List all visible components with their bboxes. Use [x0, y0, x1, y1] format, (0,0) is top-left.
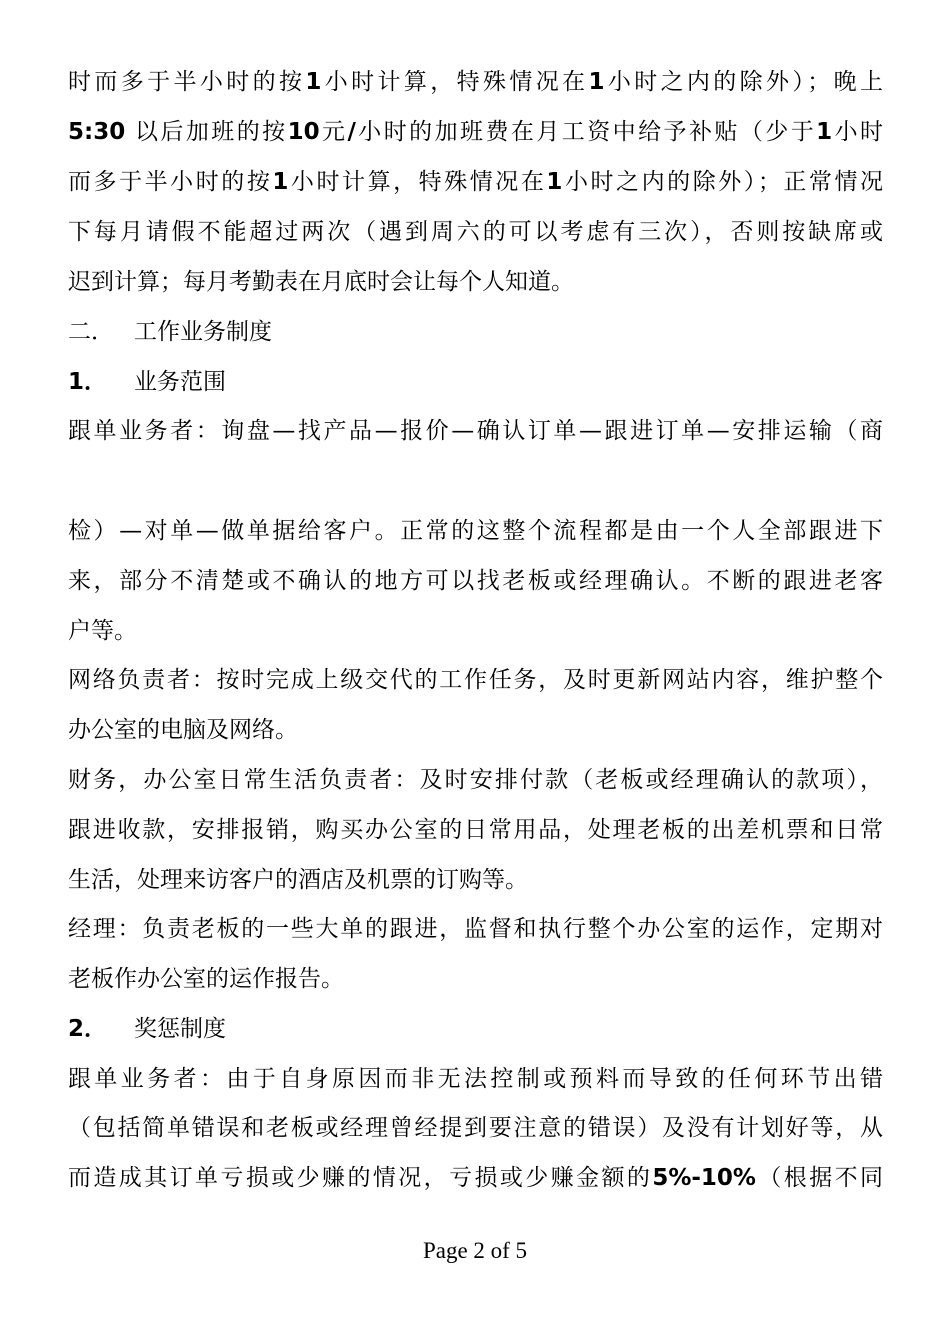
text-line: （包括简单错误和老板或经理曾经提到要注意的错误）及没有计划好等，从	[68, 1115, 883, 1141]
text-line: 生活，处理来访客户的酒店及机票的订购等。	[68, 867, 528, 893]
text-line: 办公室的电脑及网络。	[68, 717, 298, 743]
text-line: 跟单业务者：询盘—找产品—报价—确认订单—跟进订单—安排运输（商	[68, 418, 883, 444]
text-line: 5:30 以后加班的按10元/小时的加班费在月工资中给予补贴（少于1小时	[68, 119, 883, 145]
page-footer: Page 2 of 5	[422, 1238, 528, 1263]
text-line: 经理：负责老板的一些大单的跟进，监督和执行整个办公室的运作，定期对	[68, 916, 883, 942]
subsection-heading: 1． 业务范围	[68, 369, 226, 395]
text-line: 户等。	[68, 618, 137, 644]
text-line: 跟进收款，安排报销，购买办公室的日常用品，处理老板的出差机票和日常	[68, 817, 883, 843]
text-line: 来，部分不清楚或不确认的地方可以找老板或经理确认。不断的跟进老客	[68, 568, 883, 594]
text-line: 而多于半小时的按1小时计算，特殊情况在1小时之内的除外）；正常情况	[68, 169, 883, 195]
text-line: 跟单业务者：由于自身原因而非无法控制或预料而导致的任何环节出错	[68, 1066, 883, 1092]
text-line: 网络负责者：按时完成上级交代的工作任务，及时更新网站内容，维护整个	[68, 667, 883, 693]
text-line: 财务，办公室日常生活负责者：及时安排付款（老板或经理确认的款项），	[68, 767, 883, 793]
text-line: 老板作办公室的运作报告。	[68, 966, 344, 992]
text-line: 检）—对单—做单据给客户。正常的这整个流程都是由一个人全部跟进下	[68, 518, 883, 544]
subsection-heading: 2． 奖惩制度	[68, 1016, 226, 1042]
text-line: 迟到计算；每月考勤表在月底时会让每个人知道。	[68, 269, 574, 295]
text-line: 下每月请假不能超过两次（遇到周六的可以考虑有三次），否则按缺席或	[68, 219, 883, 245]
text-line: 而造成其订单亏损或少赚的情况，亏损或少赚金额的5%-10%（根据不同	[68, 1165, 883, 1191]
text-line: 时而多于半小时的按1小时计算，特殊情况在1小时之内的除外）；晚上	[68, 69, 883, 95]
section-heading: 二． 工作业务制度	[68, 319, 272, 345]
